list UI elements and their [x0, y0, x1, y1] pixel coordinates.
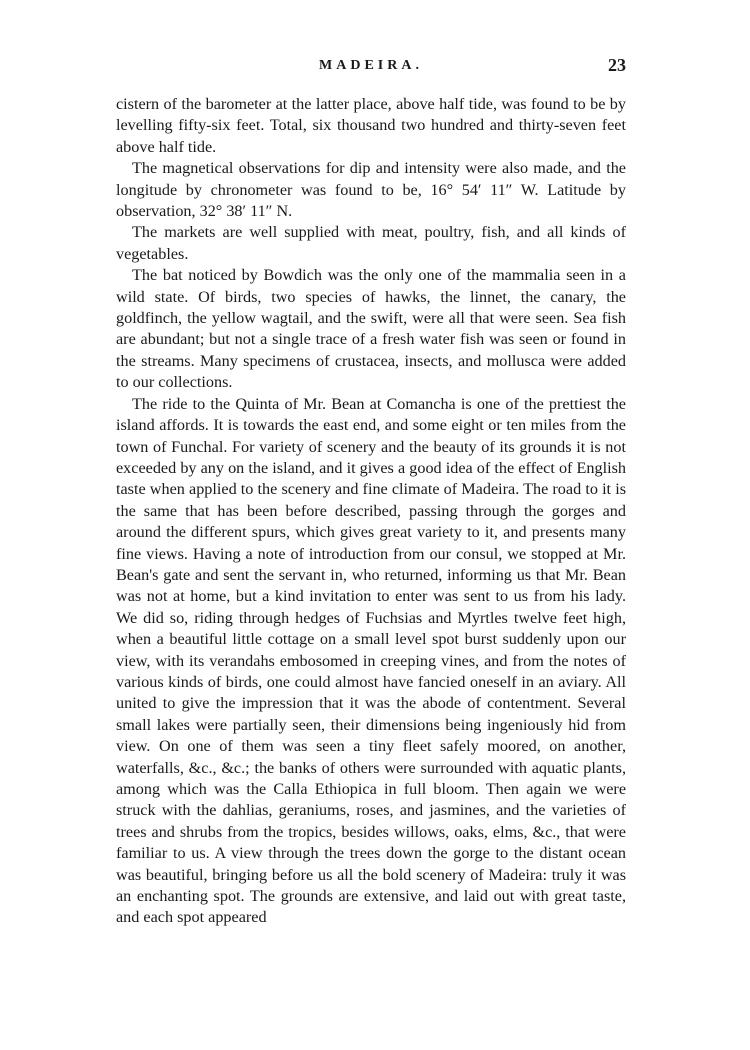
paragraph: The ride to the Quinta of Mr. Bean at Comancha is one of the prettiest the island affords. It is towards the east end, and some eight or ten miles from the town of Funchal. For variety of scenery and the beauty of its grounds it is not exceeded by any on the island, and it gives a good idea of the effect of English taste when applied to the scenery and fine climate of Madeira. The road to it is the same that has been before described, passing through the gorges and around the different spurs, which gives great variety to it, and presents many fine views. Having a note of introduction from our consul, we stopped at Mr. Bean's gate and sent the servant in, who returned, informing us that Mr. Bean was not at home, but a kind invitation to enter was sent to us from his lady. We did so, riding through hedges of Fuchsias and Myrtles twelve feet high, when a beautiful little cottage on a small level spot burst suddenly upon our view, with its verandahs embosomed in creeping vines, and from the notes of various kinds of birds, one could almost have fancied oneself in an aviary. All united to give the impression that it was the abode of contentment. Several small lakes were partially seen, their dimensions being ingeniously hid from view. On one of them was seen a tiny fleet safely moored, on another, waterfalls, &c., &c.; the banks of others were surrounded with aquatic plants, among which was the Calla Ethiopica in full bloom. Then again we were struck with the dahlias, geraniums, roses, and jasmines, and the varieties of trees and shrubs from the tropics, besides willows, oaks, elms, &c., that were familiar to us. A view through the trees down the gorge to the distant ocean was beautiful, bringing before us all the bold scenery of Madeira: truly it was an enchanting spot. The grounds are extensive, and laid out with great taste, and each spot appeared [116, 394, 626, 927]
paragraph: The markets are well supplied with meat, poultry, fish, and all kinds of vegetables. [116, 223, 626, 263]
paragraph: The bat noticed by Bowdich was the only one of the mammalia seen in a wild state. Of birds, two species of hawks, the linnet, the canary, the goldfinch, the yellow wagtail, and the swift, were all that were seen. Sea fish are abundant; but not a single trace of a fresh water fish was seen or found in the streams. Many specimens of crustacea, insects, and mollusca were added to our collections. [116, 266, 626, 392]
running-title: MADEIRA. [319, 58, 423, 73]
running-head [116, 55, 626, 82]
paragraph: The magnetical observations for dip and intensity were also made, and the longitude by chronometer was found to be, 16° 54′ 11″ W. Latitude by observation, 32° 38′ 11″ N. [116, 159, 626, 221]
body-text [116, 94, 626, 929]
paragraph: cistern of the barometer at the latter place, above half tide, was found to be by levelling fifty-six feet. Total, six thousand two hundred and thirty-seven feet above half tide. [116, 95, 626, 156]
page-number: 23 [608, 55, 626, 75]
